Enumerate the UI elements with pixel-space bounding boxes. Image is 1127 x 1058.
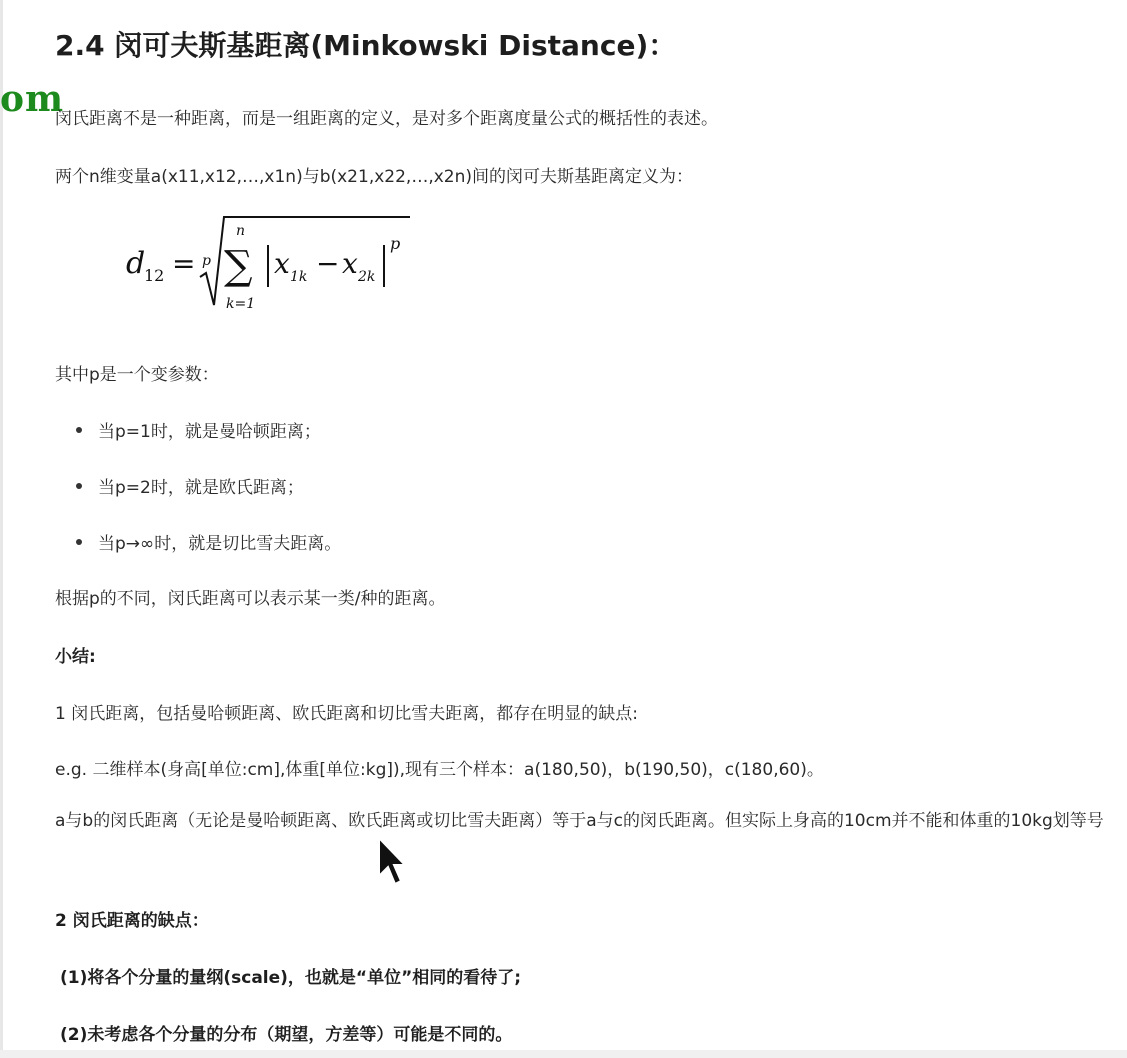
left-edge-divider [0, 0, 3, 1058]
intro-paragraph: 闵氏距离不是一种距离，而是一组距离的定义，是对多个距离度量公式的概括性的表述。 [55, 109, 718, 129]
bullet-dot-icon [76, 427, 82, 433]
formula-minus: − [316, 247, 340, 280]
minkowski-formula [120, 205, 420, 315]
example-detail: a与b的闵氏距离（无论是曼哈顿距离、欧氏距离或切比雪夫距离）等于a与c的闵氏距离。但实际上身高的10cm并不能和体重的10kg划等号 [55, 811, 1104, 831]
formula-x1: x [274, 247, 290, 280]
formula-x2-subscript: 2k [358, 269, 376, 285]
watermark-logo: om [0, 78, 65, 120]
bullet-dot-icon [76, 539, 82, 545]
page-title: 2.4 闵可夫斯基距离(Minkowski Distance)： [55, 29, 677, 62]
formula-exponent: p [390, 234, 401, 253]
list-item-text: 当p→∞时，就是切比雪夫距离。 [98, 534, 342, 554]
list-item [76, 529, 341, 554]
formula-lhs-subscript: 12 [144, 266, 165, 285]
formula-equals: = [172, 247, 196, 280]
point-two-heading: 2 闵氏距离的缺点： [55, 911, 209, 931]
parameter-intro: 其中p是一个变参数： [55, 365, 219, 385]
bottom-edge-divider [0, 1050, 1127, 1058]
list-item [76, 473, 304, 498]
list-item-text: 当p=1时，就是曼哈顿距离； [98, 422, 321, 442]
point-one: 1 闵氏距离，包括曼哈顿距离、欧氏距离和切比雪夫距离，都存在明显的缺点: [55, 704, 638, 724]
bullet-dot-icon [76, 483, 82, 489]
list-item [76, 417, 321, 442]
list-item-text: 当p=2时，就是欧氏距离； [98, 478, 304, 498]
formula-root-index: p [202, 253, 211, 269]
formula-x2: x [342, 247, 358, 280]
summary-heading: 小结: [55, 647, 96, 667]
definition-paragraph: 两个n维变量a(x11,x12,…,x1n)与b(x21,x22,…,x2n)间的闵可夫斯基距离定义为： [55, 167, 694, 187]
summary-line: 根据p的不同，闵氏距离可以表示某一类/种的距离。 [55, 589, 446, 609]
formula-lhs: d [126, 246, 146, 281]
formula-sum-lower: k=1 [226, 296, 256, 312]
mouse-pointer-icon [377, 836, 407, 888]
formula-x1-subscript: 1k [290, 269, 308, 285]
point-two-item-2: (2)未考虑各个分量的分布（期望，方差等）可能是不同的。 [60, 1025, 513, 1045]
formula-sum-symbol: ∑ [224, 243, 253, 289]
example-line: e.g. 二维样本(身高[单位:cm],体重[单位:kg]),现有三个样本：a(180,50)，b(190,50)，c(180,60)。 [55, 760, 824, 780]
point-two-item-1: (1)将各个分量的量纲(scale)，也就是“单位”相同的看待了; [60, 968, 522, 988]
formula-sum-upper: n [236, 223, 246, 239]
